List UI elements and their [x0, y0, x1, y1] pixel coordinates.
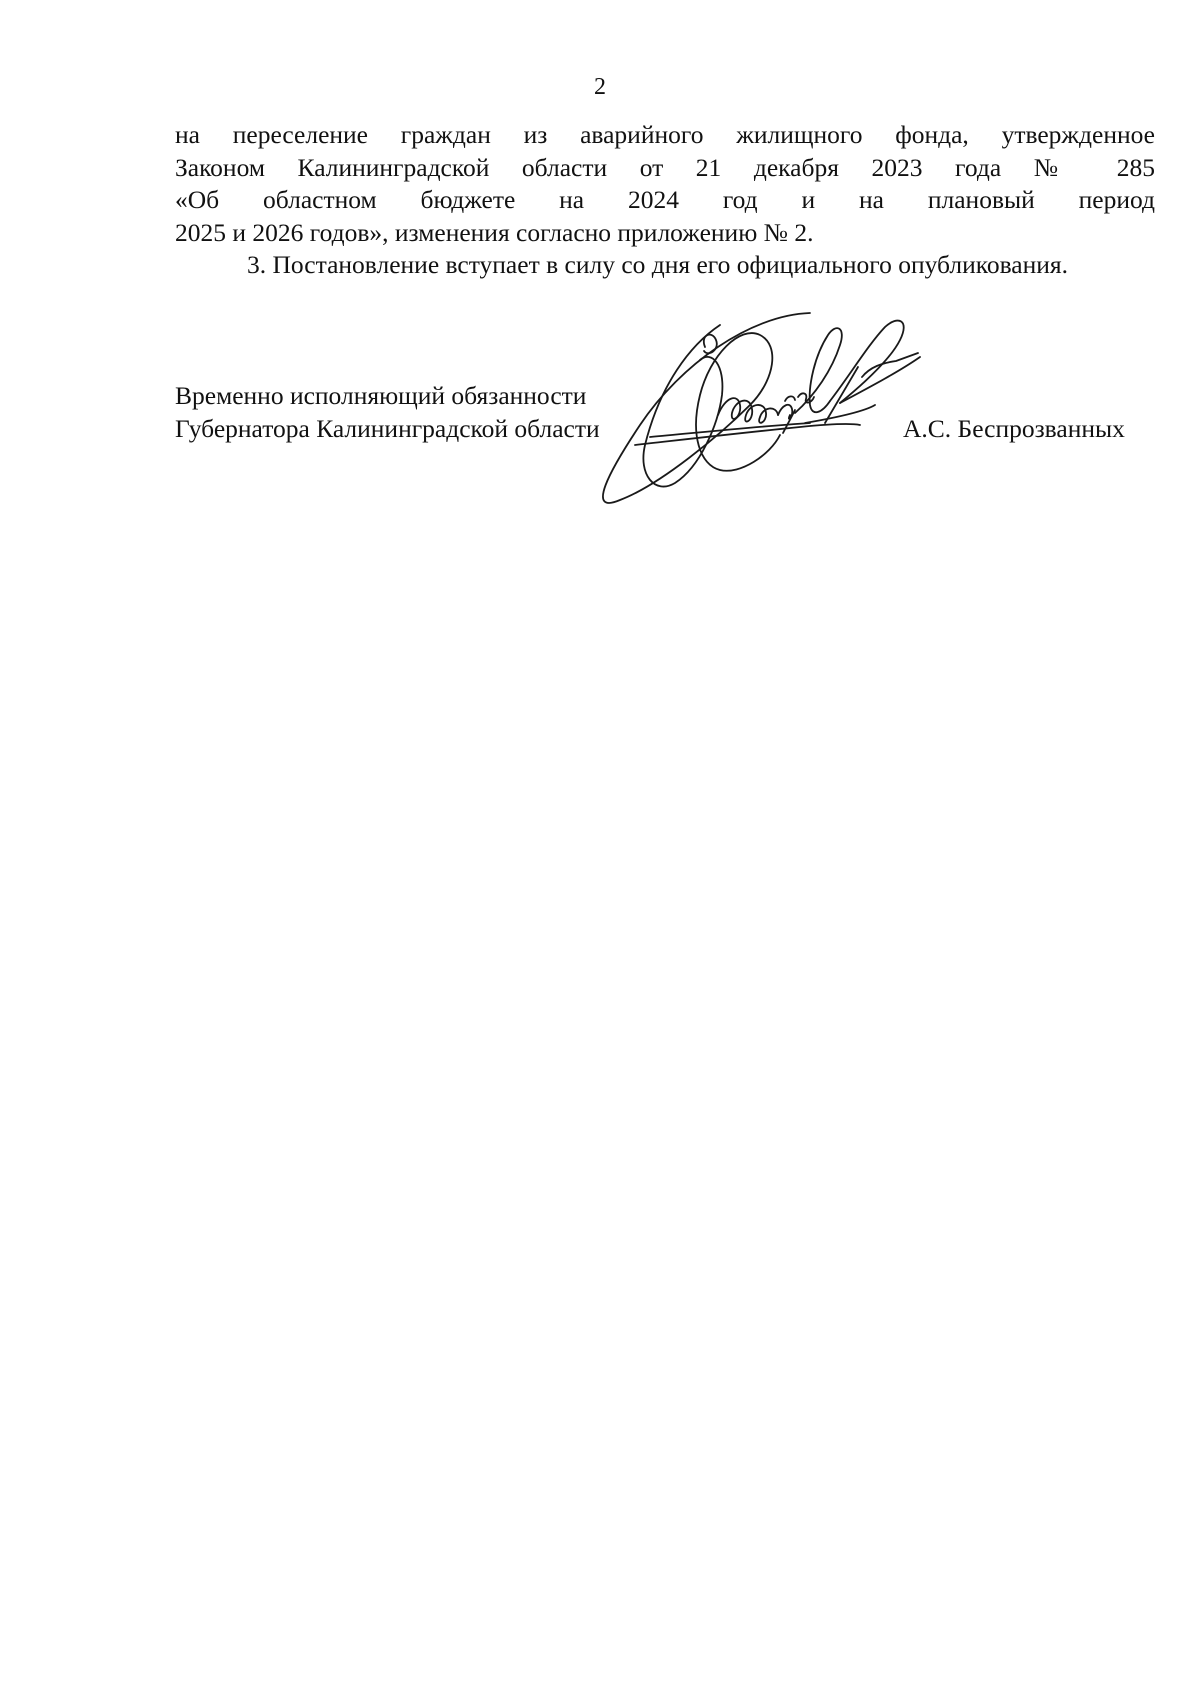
signatory-position — [175, 380, 600, 445]
paragraph-1-line-3: «Об областном бюджете на 2024 год и на плановый период — [175, 185, 1155, 214]
signatory-position-line-2: Губернатора Калининградской области — [175, 413, 600, 443]
paragraph-1-line-2: Законом Калининградской области от 21 декабря 2023 года № 285 — [175, 152, 1155, 182]
paragraph-2: 3. Постановление вступает в силу со дня его официального опубликования. — [247, 250, 1068, 279]
page-number: 2 — [594, 74, 606, 100]
signatory-position-line-1: Временно исполняющий обязанности — [175, 381, 587, 410]
paragraph-1-line-1: на переселение граждан из аварийного жилищного фонда, утвержденное — [175, 120, 1155, 149]
document-body — [175, 119, 1155, 282]
paragraph-1-line-4: 2025 и 2026 годов», изменения согласно приложению № 2. — [175, 217, 814, 247]
signatory-name: А.С. Беспрозванных — [903, 413, 1125, 443]
